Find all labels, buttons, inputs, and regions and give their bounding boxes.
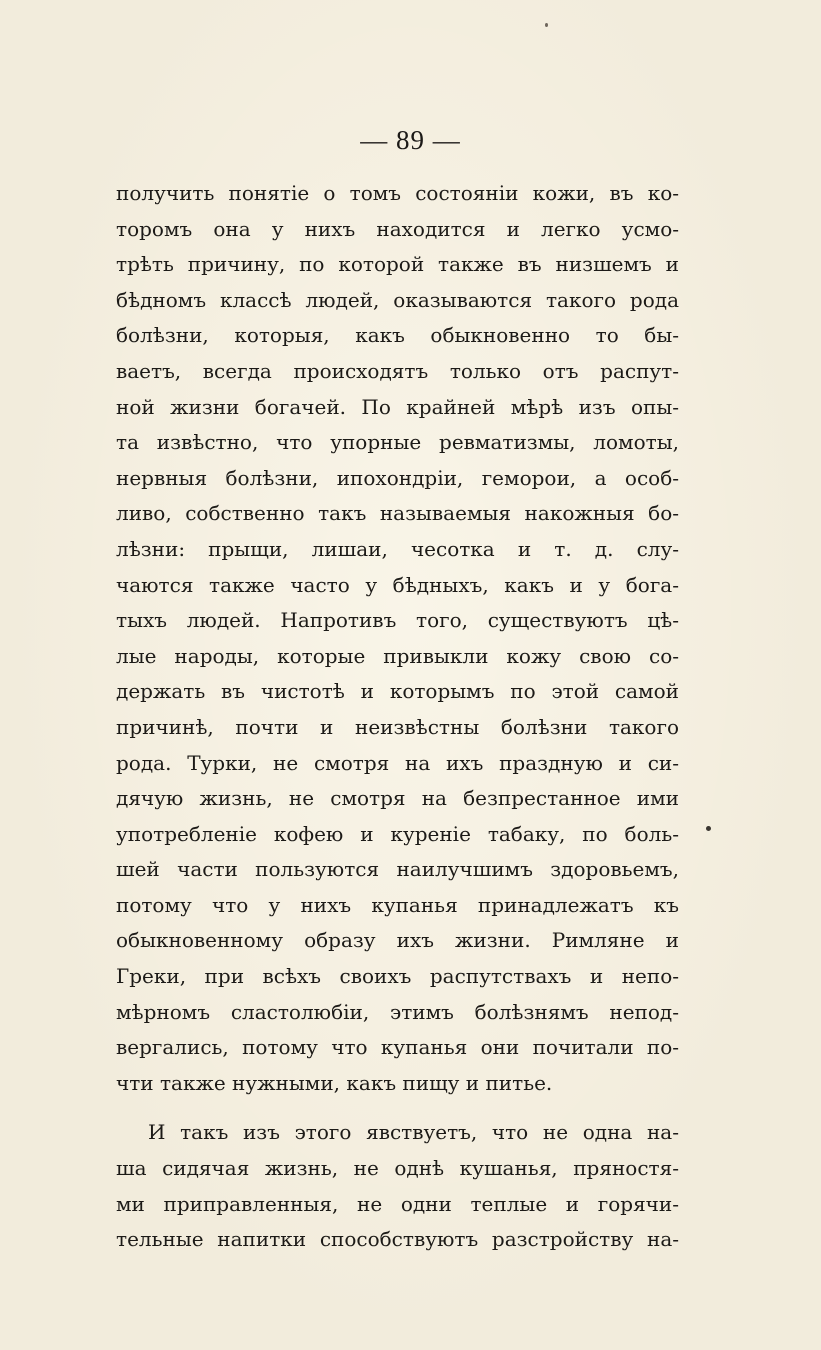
text-line: ша сидячая жизнь, не однѣ кушанья, пряностя- [116,1156,679,1181]
text-line: ливо, собственно такъ называемыя накожныя бо- [116,501,679,526]
text-line: ной жизни богачей. По крайней мѣрѣ изъ опы- [116,394,679,419]
text-line: мѣрномъ сластолюбіи, этимъ болѣзнямъ непод- [116,999,679,1024]
text-line: бѣдномъ классѣ людей, оказываются такого рода [116,287,679,312]
text-line: торомъ она у нихъ находится и легко усмо- [116,216,679,241]
text-line: ваетъ, всегда происходятъ только отъ распут- [116,358,679,383]
page-number: — 89 — [360,125,461,155]
text-line: тельные напитки способствуютъ разстройству на- [116,1227,679,1252]
text-line: лые народы, которые привыкли кожу свою со- [116,643,679,668]
text-line: дячую жизнь, не смотря на безпрестанное ими [116,786,679,811]
margin-dot [706,826,711,831]
text-line: держать въ чистотѣ и которымъ по этой самой [116,679,679,704]
text-line: нервныя болѣзни, ипохондріи, геморои, а особ- [116,465,679,490]
paragraph-2 [116,1115,679,1257]
text-line: та извѣстно, что упорные ревматизмы, ломоты, [116,430,679,455]
text-line: чаются также часто у бѣдныхъ, какъ и у бога- [116,572,679,597]
text-line: ми приправленныя, не одни теплые и горячи- [116,1191,679,1216]
text-line: тыхъ людей. Напротивъ того, существуютъ цѣ- [116,608,679,633]
paragraph-1 [116,176,679,1101]
body-text [116,176,679,1258]
text-line: потому что у нихъ купанья принадлежатъ къ [116,892,679,917]
paragraph-gap [116,1101,679,1115]
paper-speck [545,23,548,27]
text-line: обыкновенному образу ихъ жизни. Римляне и [116,928,679,953]
text-line: употребленіе кофею и куреніе табаку, по боль- [116,821,679,846]
text-line: рода. Турки, не смотря на ихъ праздную и си- [116,750,679,775]
text-line: трѣть причину, по которой также въ низшемъ и [116,252,679,277]
text-line: получить понятіе о томъ состояніи кожи, въ ко- [116,181,679,205]
text-line: чти также нужными, какъ пищу и питье. [116,1070,553,1095]
text-line: лѣзни: прыщи, лишаи, чесотка и т. д. слу- [116,536,679,561]
text-line: вергались, потому что купанья они почитали по- [116,1035,679,1060]
text-line: болѣзни, которыя, какъ обыкновенно то бы- [116,323,679,348]
text-line: Греки, при всѣхъ своихъ распутствахъ и непо- [116,964,679,989]
text-line: причинѣ, почти и неизвѣстны болѣзни такого [116,714,679,739]
text-line: И такъ изъ этого явствуетъ, что не одна на- [148,1120,679,1145]
text-line: шей части пользуются наилучшимъ здоровьемъ, [116,857,679,882]
